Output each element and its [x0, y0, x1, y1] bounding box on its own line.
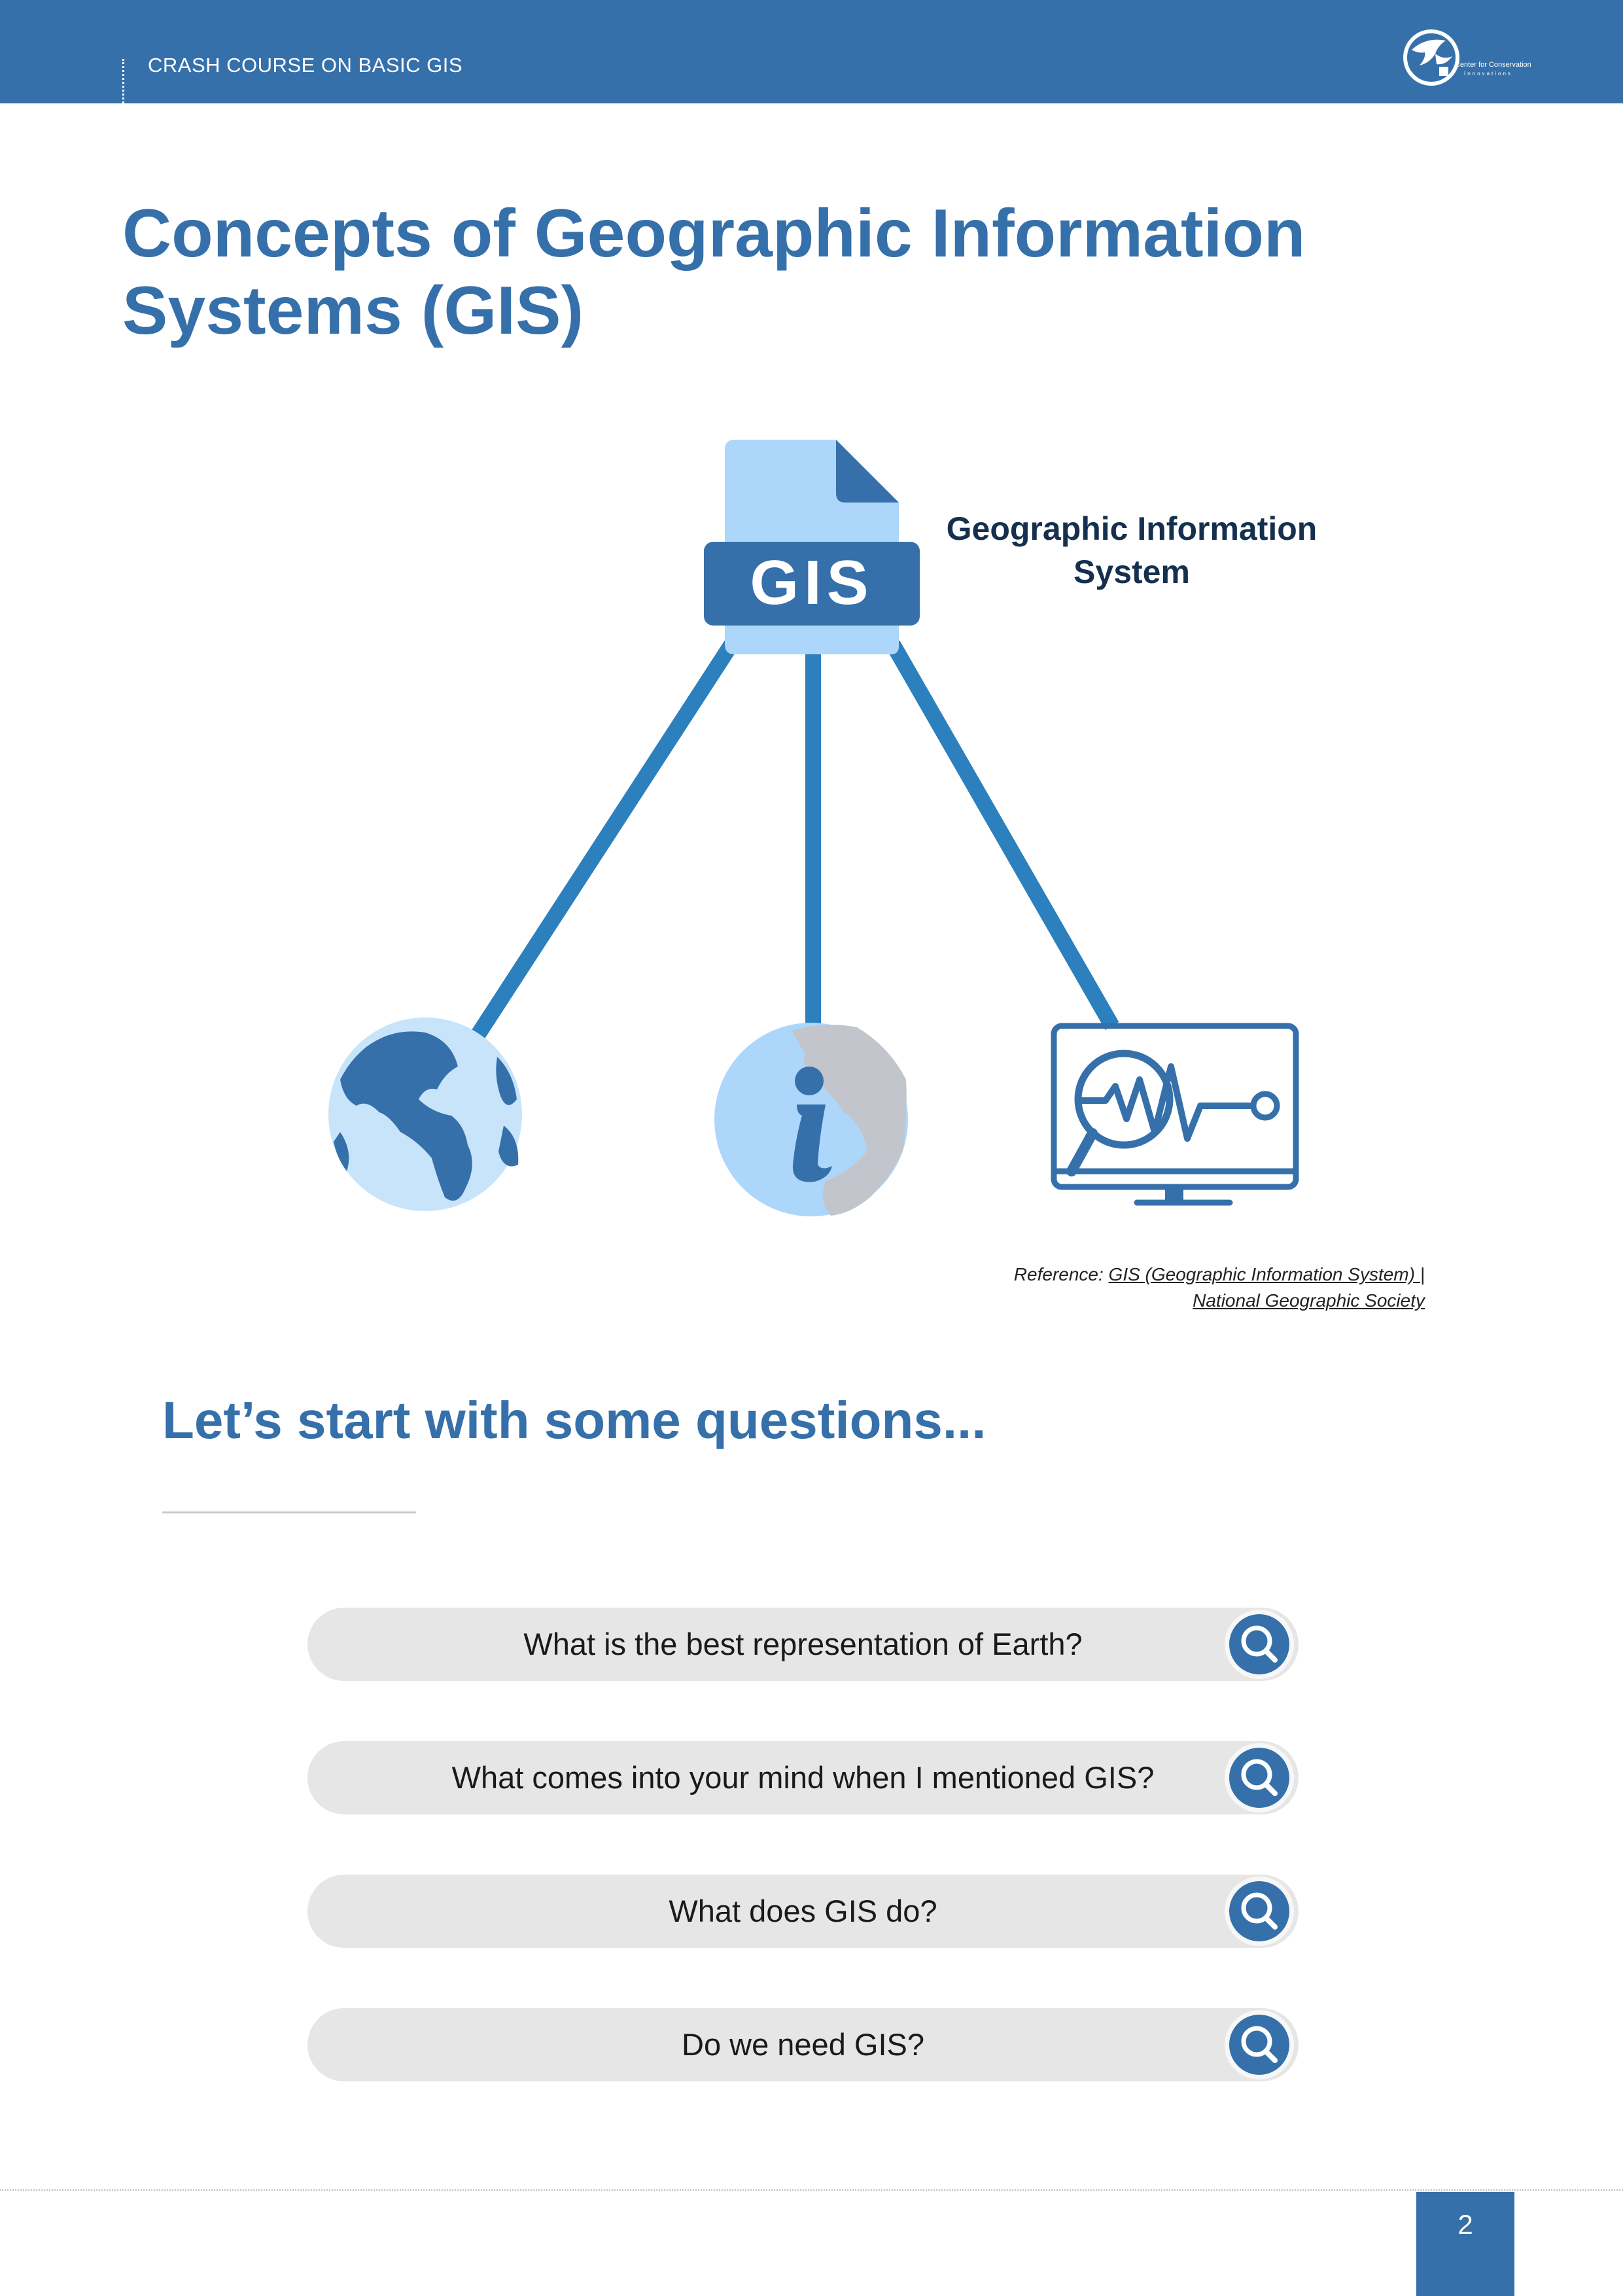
information-icon: [714, 1023, 908, 1216]
gis-badge-text: GIS: [750, 548, 874, 618]
reference-link-line2: National Geographic Society: [1193, 1290, 1425, 1311]
question-text: What is the best representation of Earth?: [523, 1627, 1083, 1661]
question-item[interactable]: [307, 1741, 1299, 1814]
question-item[interactable]: [307, 1875, 1299, 1948]
page-title: Concepts of Geographic Information Systems (GIS): [122, 196, 1306, 349]
question-search-button[interactable]: [1225, 1610, 1294, 1679]
reference-link[interactable]: [1109, 1264, 1425, 1311]
search-icon: [1229, 1881, 1289, 1941]
search-icon: [1229, 1614, 1289, 1674]
question-text: What comes into your mind when I mentioned GIS?: [451, 1760, 1155, 1795]
question-search-button[interactable]: [1225, 1743, 1294, 1812]
page-number-box: [1416, 2192, 1514, 2296]
question-text: What does GIS do?: [669, 1894, 937, 1928]
reference-link-line1: GIS (Geographic Information System) |: [1108, 1264, 1425, 1284]
gis-caption: Geographic Information System: [946, 510, 1318, 590]
connector-lines: [474, 645, 1112, 1040]
question-item[interactable]: [307, 1608, 1299, 1681]
question-text: Do we need GIS?: [682, 2027, 924, 2062]
question-search-button[interactable]: [1225, 2010, 1294, 2079]
section-divider: [162, 1511, 416, 1513]
search-icon: [1229, 1748, 1289, 1808]
logo-subtext: Innovations: [1464, 71, 1512, 77]
reference-label: Reference:: [1013, 1264, 1104, 1284]
search-icon: [1229, 2015, 1289, 2075]
globe-icon: [328, 1017, 522, 1211]
question-item[interactable]: [307, 2008, 1299, 2081]
footer-divider: [0, 2189, 1623, 2191]
monitor-analytics-icon: [1054, 1026, 1296, 1203]
questions-title: Let’s start with some questions...: [162, 1391, 986, 1449]
reference-note: [850, 1262, 1425, 1314]
logo-text: Center for Conservation: [1455, 61, 1531, 69]
gis-document-icon: [704, 440, 920, 654]
question-search-button[interactable]: [1225, 1877, 1294, 1946]
page-number: 2: [1457, 2209, 1473, 2240]
header-title: CRASH COURSE ON BASIC GIS: [148, 54, 463, 77]
